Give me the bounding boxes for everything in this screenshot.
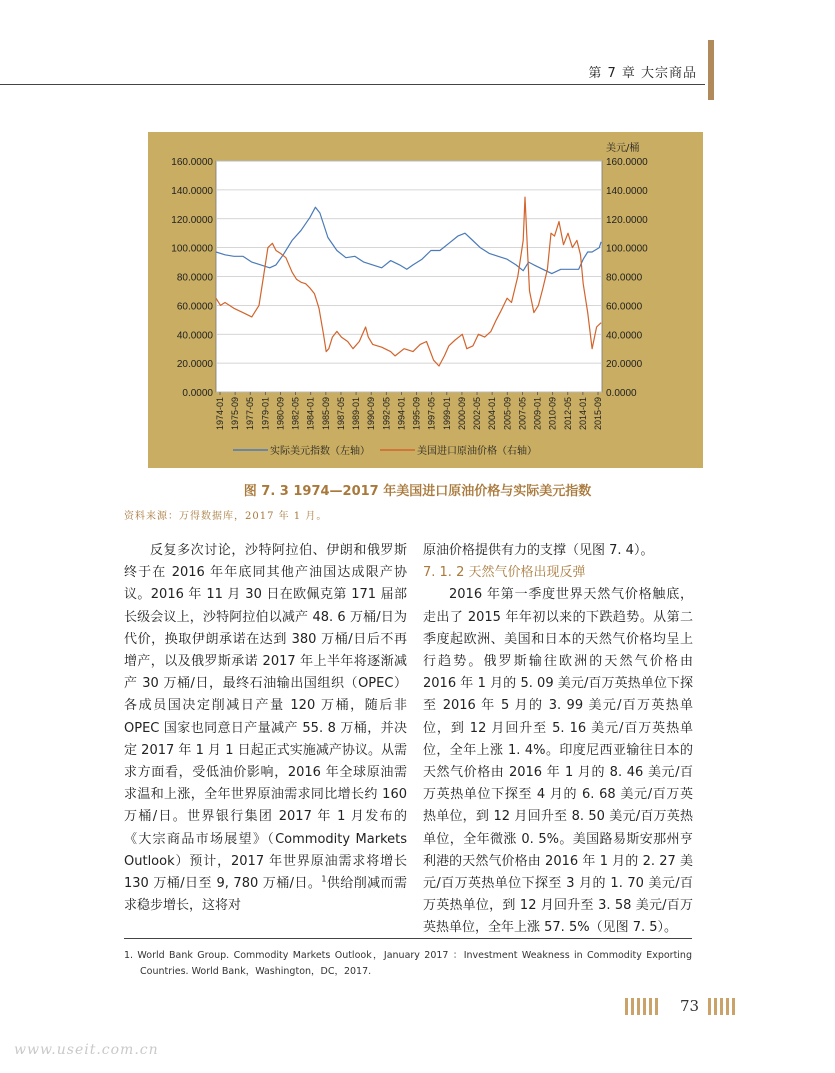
page-deco-bar [708,998,711,1015]
x-tick-label: 2005-09 [502,397,513,431]
x-tick-label: 1977-05 [245,397,256,431]
left-axis-tick-label: 20.0000 [176,359,213,371]
x-tick-label: 1975-09 [230,397,241,431]
page-deco-bar [643,998,646,1015]
right-axis-tick-label: 140.0000 [606,185,648,197]
x-tick-label: 1987-05 [335,397,346,431]
page-deco-bar [637,998,640,1015]
x-tick-label: 1997-05 [426,397,437,431]
x-tick-label: 2002-05 [472,397,483,431]
figure-caption: 图 7. 3 1974—2017 年美国进口原油价格与实际美元指数 [243,484,592,499]
footnote-rule [124,938,692,939]
x-tick-label: 1979-01 [260,397,271,431]
x-tick-label: 2012-05 [562,397,573,431]
x-tick-label: 2009-01 [532,397,543,431]
body-paragraph-right: 2016 年第一季度世界天然气价格触底，走出了 2015 年年初以来的下跌趋势。从第二季度起欧洲、美国和日本的天然气价格均呈上行趋势。俄罗斯输往欧洲的天然气价格由 2016 年 1 月的 5. 09 美元/百万英热单位下探至 2016 年 5 月的 3. 99 美元/百万英热单位，到 12 月回升至 5. 16 美元/百万英热单位，全年上涨 1. 4%。印度尼西亚输往日本的天然气价格由 2016 年 1 月的 8. 46 美元/百万英热单位下探至 4 月的 6. 68 美元/百万英热单位，到 12 月回升至 8. 50 美元/百万英热单位，全年微涨 0. 5%。美国路易斯安那州亨利港的天然气价格由 2016 年 1 月的 2. 27 美元/百万英热单位下探至 3 月的 1. 70 美元/百万英热单位，到 12 月回升至 3. 58 美元/百万英热单位，全年上涨 57. 5%（见图 7. 5）。 [423,587,693,936]
left-axis-tick-label: 60.0000 [176,301,213,313]
right-axis-tick-label: 100.0000 [606,243,648,255]
x-tick-label: 1995-09 [411,397,422,431]
x-tick-label: 1984-01 [305,397,316,431]
right-axis-unit-label: 美元/桶 [606,143,640,154]
left-axis-tick-label: 140.0000 [171,185,213,197]
body-paragraph-left: 反复多次讨论，沙特阿拉伯、伊朗和俄罗斯终于在 2016 年年底同其他产油国达成限产协议。2016 年 11 月 30 日在欧佩克第 171 届部长级会议上，沙特阿拉伯以减产 48. 6 万桶/日为代价，换取伊朗承诺在达到 380 万桶/日后不再增产，以及俄罗斯承诺 2017 年上半年将逐渐减产 30 万桶/日，最终石油输出国组织（OPEC）各成员国决定削减日产量 120 万桶，随后非 OPEC 国家也同意日产量减产 55. 8 万桶，并决定 2017 年 1 月 1 日起正式实施减产协议。从需求方面看，受低油价影响，2016 年全球原油需求温和上涨，全年世界原油需求同比增长约 160 万桶/日。世界银行集团 2017 年 1 月发布的《大宗商品市场展望》（Commodity Markets Outlook）预计，2017 年世界原油需求将增长 130 万桶/日至 9, 780 万桶/日。 [124,543,407,892]
x-tick-label: 2014-01 [577,397,588,431]
chart-svg [148,132,703,468]
right-axis-tick-label: 40.0000 [606,330,643,342]
x-tick-label: 2007-05 [517,397,528,431]
right-axis-tick-label: 80.0000 [606,272,643,284]
header-accent-bar [708,40,714,100]
left-axis-tick-label: 100.0000 [171,243,213,255]
page-deco-bar [714,998,717,1015]
x-tick-label: 1974-01 [215,397,225,431]
x-tick-label: 1999-01 [441,397,452,431]
x-tick-label: 1985-09 [320,397,331,431]
page-deco-bar [732,998,735,1015]
x-tick-label: 1982-05 [290,397,301,431]
right-axis-tick-label: 0.0000 [606,388,637,399]
body-column-left [124,540,407,917]
figure-source: 资料来源：万得数据库，2017 年 1 月。 [124,511,328,522]
section-heading: 7. 1. 2 天然气价格出现反弹 [423,565,586,581]
page-deco-bar [720,998,723,1015]
page-deco-bar [726,998,729,1015]
page-deco-bar [631,998,634,1015]
chapter-title: 第 7 章 大宗商品 [588,66,697,81]
right-axis-tick-label: 60.0000 [606,301,643,313]
body-paragraph-left-tail: 供给削减而需求稳步增长，这将对 [124,876,407,914]
left-axis-tick-label: 0.0000 [182,388,213,399]
page-deco-bar [625,998,628,1015]
page-deco-bar [655,998,658,1015]
right-axis-tick-label: 120.0000 [606,214,648,226]
left-axis-tick-label: 40.0000 [176,330,213,342]
x-tick-label: 2004-01 [487,397,498,431]
x-tick-label: 2000-09 [456,397,467,431]
x-tick-label: 1989-01 [351,397,362,431]
body-column-right [423,540,693,940]
x-tick-label: 2015-09 [593,397,603,431]
left-axis-tick-label: 120.0000 [171,214,213,226]
right-axis-tick-label: 160.0000 [606,157,648,168]
body-continuation: 原油价格提供有力的支撑（见图 7. 4）。 [423,543,654,558]
header-rule [0,84,705,85]
footnote [124,948,692,980]
x-tick-label: 1992-05 [381,397,392,431]
figure-chart [148,132,703,468]
x-tick-label: 1994-01 [396,397,407,431]
page-deco-bar [649,998,652,1015]
page-number: 73 [680,997,700,1015]
left-axis-tick-label: 160.0000 [171,157,213,168]
legend-label-oil: 美国进口原油价格（右轴） [417,446,537,457]
x-tick-label: 1990-09 [366,397,377,431]
x-tick-label: 1980-09 [275,397,286,431]
x-tick-label: 2010-09 [547,397,558,431]
left-axis-tick-label: 80.0000 [176,272,213,284]
footnote-text: 1. World Bank Group. Commodity Markets Outlook，January 2017 ：Investment Weakness in Commodity Exporting Countries. World Bank，Washington，DC，2017. [124,950,692,977]
footnote-mark: 1 [321,874,327,884]
legend-label-dollar: 实际美元指数（左轴） [270,446,370,457]
watermark: www.useit.com.cn [14,1042,159,1058]
right-axis-tick-label: 20.0000 [606,359,643,371]
